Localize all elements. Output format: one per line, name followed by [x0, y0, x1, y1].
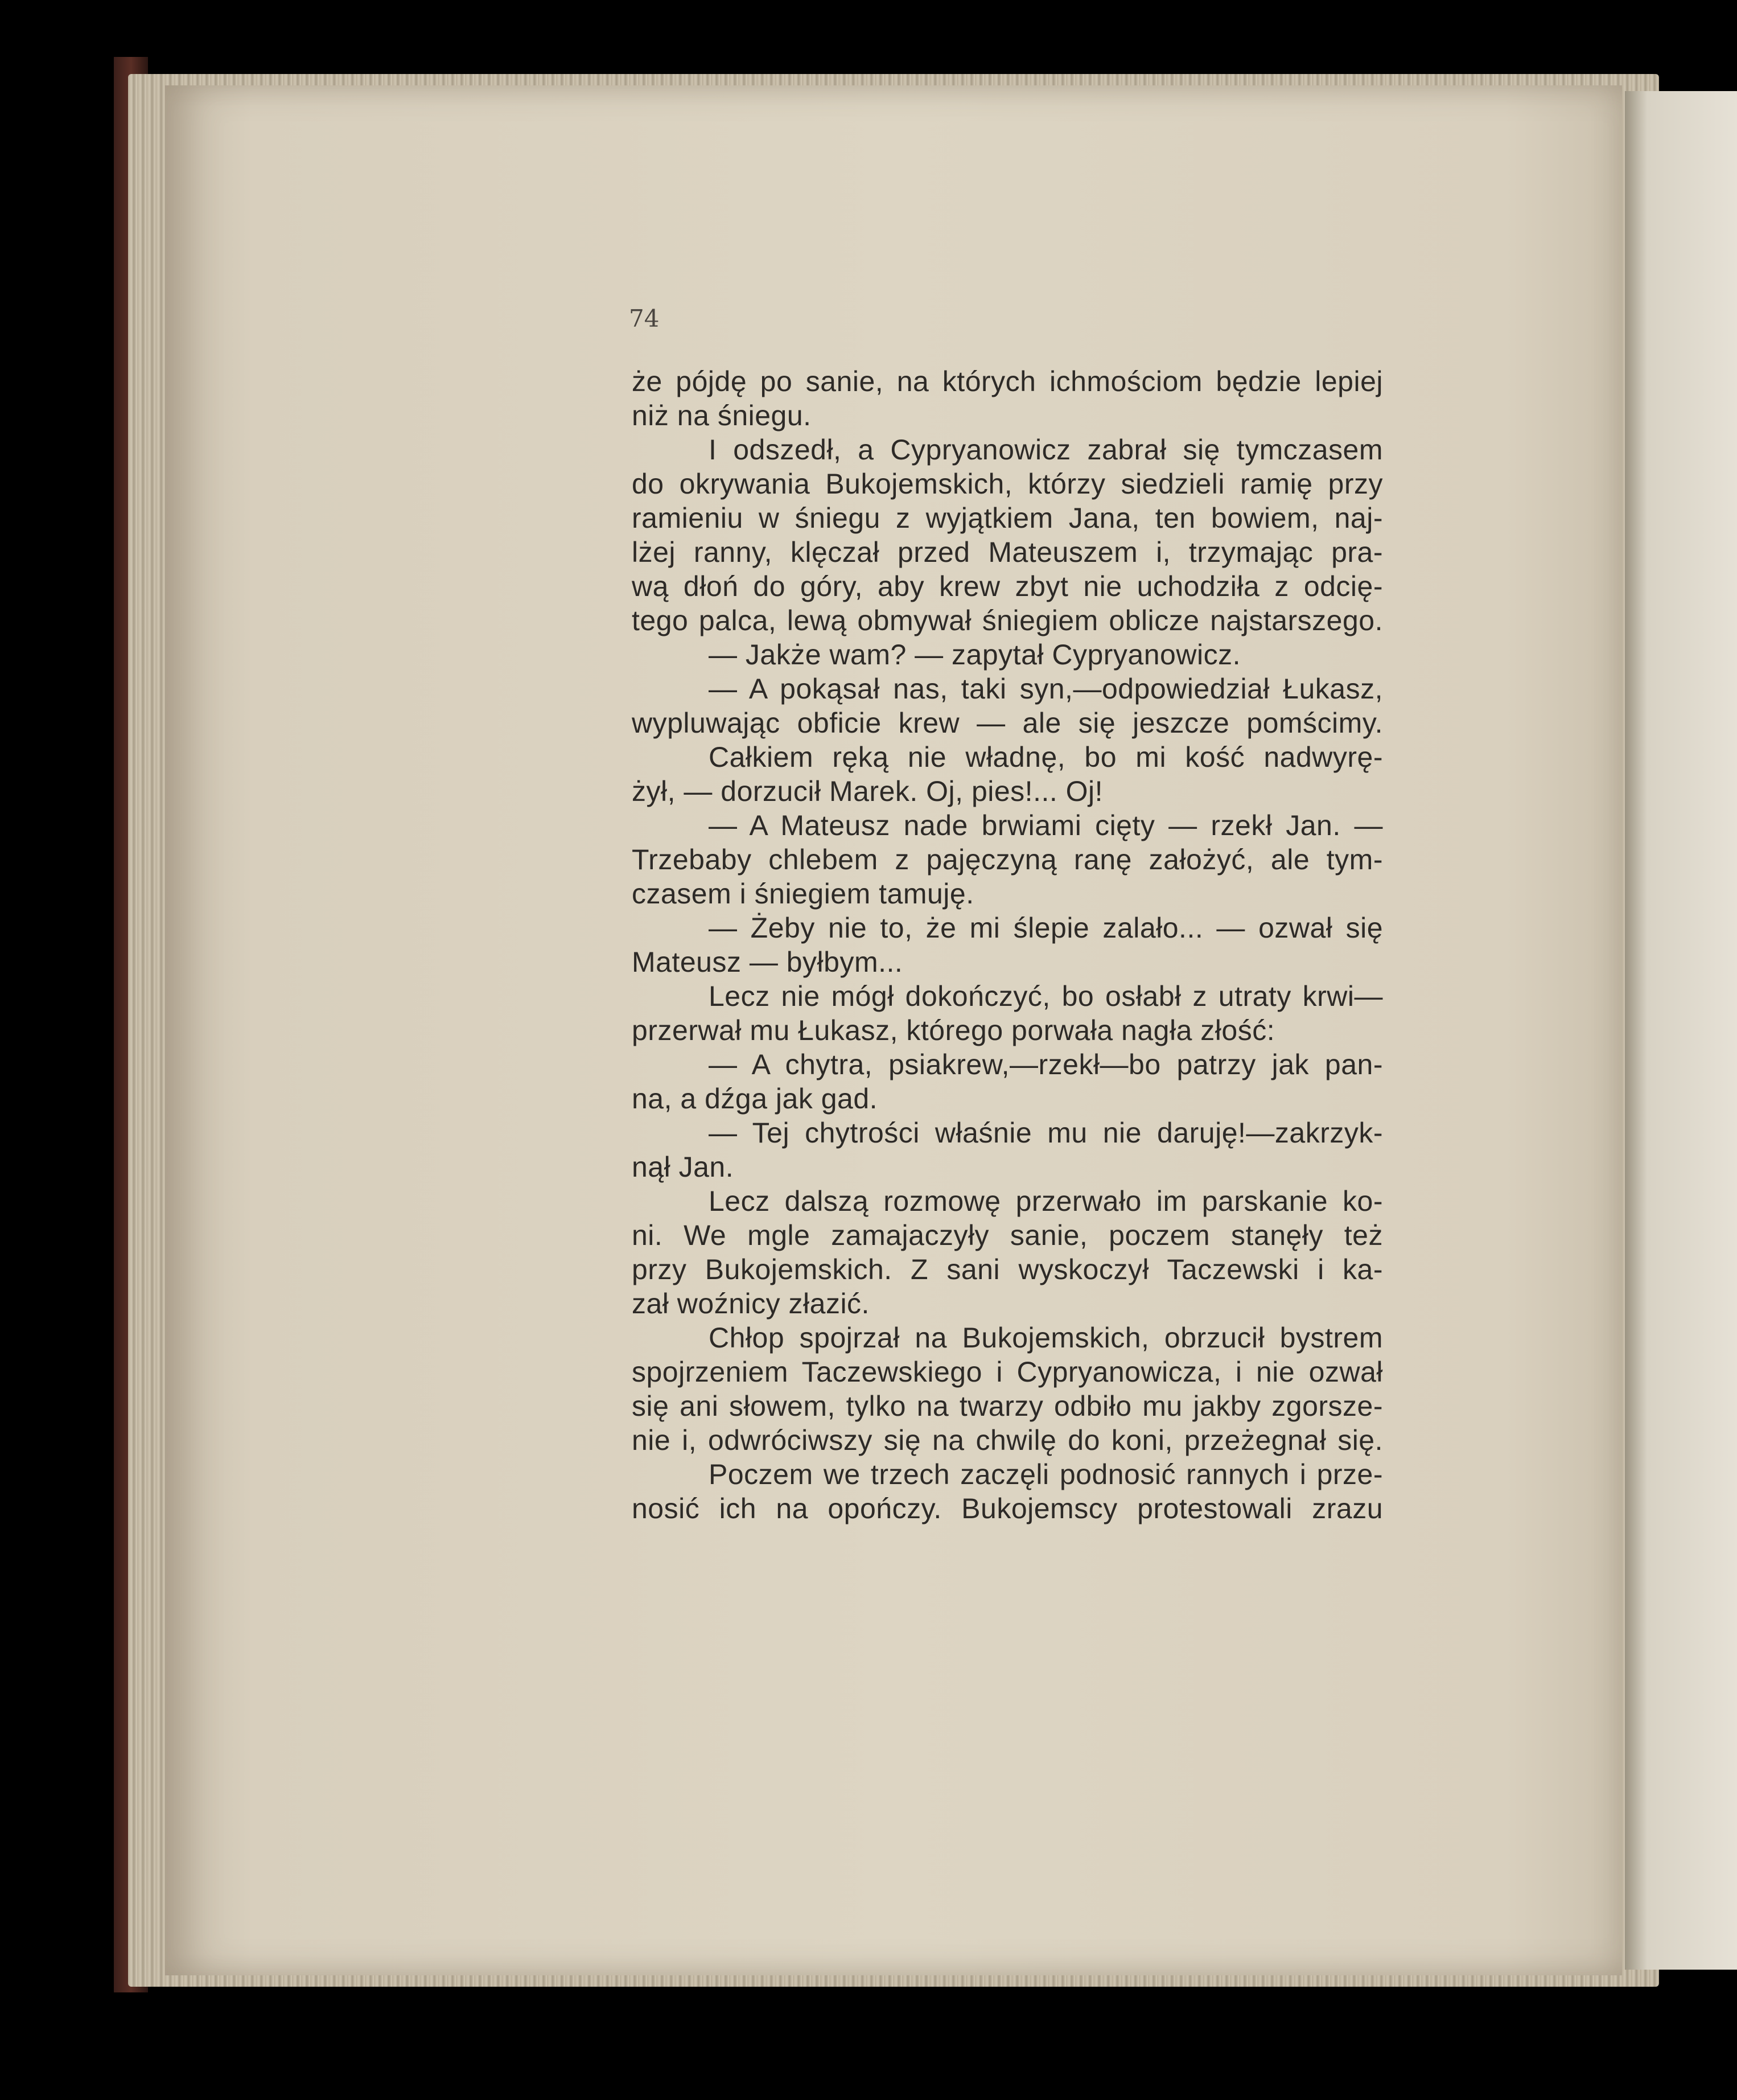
text-line: Chłop spojrzał na Bukojemskich, obrzucił bystrem	[709, 1322, 1383, 1354]
text-line: lżej ranny, klęczał przed Mateuszem i, trzymając pra-	[632, 536, 1383, 568]
text-line: — Żeby nie to, że mi ślepie zalało... — ozwał się	[709, 912, 1383, 944]
text-line: nosić ich na opończy. Bukojemscy protestowali zrazu	[632, 1493, 1383, 1524]
page-text-block	[632, 364, 1383, 1526]
text-line: że pójdę po sanie, na których ichmościom będzie lepiej	[632, 365, 1383, 397]
text-line: przerwał mu Łukasz, którego porwała nagła złość:	[632, 1014, 1275, 1046]
text-line: Lecz nie mógł dokończyć, bo osłabł z utraty krwi—	[709, 980, 1383, 1012]
text-line: Poczem we trzech zaczęli podnosić rannych i prze-	[709, 1458, 1383, 1490]
text-line: — A Mateusz nade brwiami cięty — rzekł Jan. —	[709, 809, 1383, 841]
text-line: Całkiem ręką nie władnę, bo mi kość nadwyrę-	[709, 741, 1383, 773]
text-line: zał woźnicy złazić.	[632, 1288, 870, 1320]
text-line: do okrywania Bukojemskich, którzy siedzieli ramię przy	[632, 468, 1383, 500]
page-number: 74	[629, 305, 660, 332]
text-line: spojrzeniem Taczewskiego i Cypryanowicza, i nie ozwał	[632, 1356, 1383, 1388]
text-line: żył, — dorzucił Marek. Oj, pies!... Oj!	[632, 775, 1104, 807]
text-line: — A chytra, psiakrew,—rzekł—bo patrzy jak pan-	[709, 1049, 1383, 1080]
text-line: się ani słowem, tylko na twarzy odbiło mu jakby zgorsze-	[632, 1390, 1383, 1422]
text-line: nął Jan.	[632, 1151, 734, 1183]
text-line: — Tej chytrości właśnie mu nie daruję!—zakrzyk-	[709, 1117, 1383, 1149]
text-line: czasem i śniegiem tamuję.	[632, 878, 974, 910]
text-line: ni. We mgle zamajaczyły sanie, poczem stanęły też	[632, 1219, 1383, 1251]
text-line: na, a dźga jak gad.	[632, 1083, 878, 1115]
text-line: I odszedł, a Cypryanowicz zabrał się tymczasem	[709, 434, 1383, 466]
text-line: przy Bukojemskich. Z sani wyskoczył Taczewski i ka-	[632, 1254, 1383, 1285]
text-line: niż na śniegu.	[632, 400, 812, 431]
text-line: Mateusz — byłbym...	[632, 946, 903, 978]
text-line: wą dłoń do góry, aby krew zbyt nie uchodziła z odcię-	[632, 570, 1383, 602]
text-line: — A pokąsał nas, taki syn,—odpowiedział Łukasz,	[709, 673, 1383, 705]
text-line: tego palca, lewą obmywał śniegiem oblicze najstarszego.	[632, 605, 1383, 636]
text-line: nie i, odwróciwszy się na chwilę do koni, przeżegnał się.	[632, 1424, 1383, 1456]
text-line: Lecz dalszą rozmowę przerwało im parskanie ko-	[709, 1185, 1383, 1217]
text-line: ramieniu w śniegu z wyjątkiem Jana, ten bowiem, naj-	[632, 502, 1383, 534]
text-line: — Jakże wam? — zapytał Cypryanowicz.	[709, 639, 1241, 671]
facing-page-edge	[1625, 91, 1737, 1970]
text-line: Trzebaby chlebem z pajęczyną ranę założyć, ale tym-	[632, 844, 1383, 876]
text-line: wypluwając obficie krew — ale się jeszcze pomścimy.	[632, 707, 1383, 739]
